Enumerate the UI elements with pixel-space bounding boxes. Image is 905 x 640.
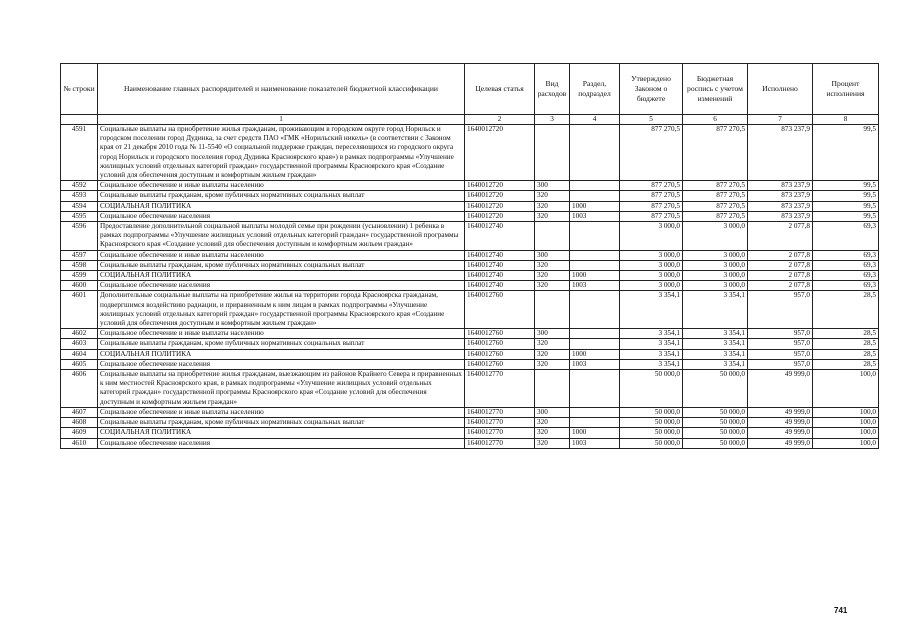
row-number: 4610 [61, 438, 98, 448]
row-number: 4596 [61, 222, 98, 251]
approved-amount: 3 000,0 [620, 250, 683, 260]
row-number: 4594 [61, 201, 98, 211]
expense-type: 320 [535, 191, 570, 201]
budget-list-amount: 3 000,0 [683, 222, 748, 251]
target-article: 1640012720 [465, 201, 535, 211]
section [570, 250, 620, 260]
table-row [61, 222, 879, 251]
approved-amount: 877 270,5 [620, 201, 683, 211]
target-article: 1640012770 [465, 370, 535, 408]
section [570, 191, 620, 201]
execution-percent: 69,3 [813, 250, 879, 260]
col-header-target-article: Целевая статья [465, 64, 535, 115]
budget-list-amount: 877 270,5 [683, 181, 748, 191]
row-name: Социальное обеспечение населения [98, 359, 465, 369]
table-row [61, 359, 879, 369]
target-article: 1640012760 [465, 329, 535, 339]
execution-percent: 99,5 [813, 125, 879, 181]
budget-list-amount: 877 270,5 [683, 201, 748, 211]
execution-percent: 100,0 [813, 418, 879, 428]
budget-list-amount: 877 270,5 [683, 211, 748, 221]
executed-amount: 2 077,8 [748, 250, 813, 260]
section [570, 222, 620, 251]
budget-list-amount: 50 000,0 [683, 407, 748, 417]
executed-amount: 49 999,0 [748, 407, 813, 417]
table-row [61, 181, 879, 191]
col-number: 4 [570, 115, 620, 125]
target-article: 1640012760 [465, 339, 535, 349]
executed-amount: 49 999,0 [748, 438, 813, 448]
expense-type: 320 [535, 201, 570, 211]
table-row [61, 201, 879, 211]
expense-type: 300 [535, 250, 570, 260]
budget-list-amount: 3 000,0 [683, 281, 748, 291]
budget-list-amount: 3 354,1 [683, 291, 748, 329]
approved-amount: 50 000,0 [620, 407, 683, 417]
col-header-row-number: № строки [61, 64, 98, 115]
col-header-executed: Исполнено [748, 64, 813, 115]
budget-list-amount: 50 000,0 [683, 370, 748, 408]
col-number: 2 [465, 115, 535, 125]
approved-amount: 50 000,0 [620, 370, 683, 408]
executed-amount: 49 999,0 [748, 428, 813, 438]
approved-amount: 3 000,0 [620, 281, 683, 291]
approved-amount: 3 000,0 [620, 260, 683, 270]
table-row [61, 428, 879, 438]
execution-percent: 69,3 [813, 271, 879, 281]
row-name: Социальное обеспечение и иные выплаты населению [98, 181, 465, 191]
row-name: Социальное обеспечение населения [98, 211, 465, 221]
executed-amount: 957,0 [748, 339, 813, 349]
col-header-expense-type: Вид расходов [535, 64, 570, 115]
section [570, 339, 620, 349]
executed-amount: 957,0 [748, 349, 813, 359]
approved-amount: 3 354,1 [620, 291, 683, 329]
target-article: 1640012760 [465, 349, 535, 359]
budget-list-amount: 877 270,5 [683, 125, 748, 181]
section: 1000 [570, 271, 620, 281]
execution-percent: 28,5 [813, 329, 879, 339]
target-article: 1640012740 [465, 222, 535, 251]
approved-amount: 877 270,5 [620, 191, 683, 201]
table-row [61, 370, 879, 408]
execution-percent: 69,3 [813, 260, 879, 270]
section [570, 181, 620, 191]
row-name: СОЦИАЛЬНАЯ ПОЛИТИКА [98, 201, 465, 211]
approved-amount: 877 270,5 [620, 181, 683, 191]
section: 1000 [570, 201, 620, 211]
approved-amount: 877 270,5 [620, 211, 683, 221]
execution-percent: 69,3 [813, 281, 879, 291]
target-article: 1640012770 [465, 438, 535, 448]
executed-amount: 957,0 [748, 329, 813, 339]
budget-list-amount: 50 000,0 [683, 438, 748, 448]
executed-amount: 873 237,9 [748, 181, 813, 191]
table-row [61, 250, 879, 260]
row-number: 4607 [61, 407, 98, 417]
row-number: 4595 [61, 211, 98, 221]
row-number: 4593 [61, 191, 98, 201]
approved-amount: 3 354,1 [620, 339, 683, 349]
expense-type [535, 125, 570, 181]
expense-type [535, 291, 570, 329]
section [570, 260, 620, 270]
section [570, 291, 620, 329]
row-name: СОЦИАЛЬНАЯ ПОЛИТИКА [98, 271, 465, 281]
row-number: 4609 [61, 428, 98, 438]
table-row [61, 271, 879, 281]
row-name: Социальные выплаты гражданам, кроме публичных нормативных социальных выплат [98, 339, 465, 349]
page-number: 741 [834, 606, 848, 615]
executed-amount: 957,0 [748, 359, 813, 369]
row-number: 4591 [61, 125, 98, 181]
budget-list-amount: 3 354,1 [683, 329, 748, 339]
row-number: 4598 [61, 260, 98, 270]
approved-amount: 50 000,0 [620, 438, 683, 448]
expense-type: 320 [535, 359, 570, 369]
row-number: 4599 [61, 271, 98, 281]
row-name: Социальные выплаты на приобретение жилья гражданам, выезжающим из районов Крайнего Севера и приравненных к ним местностей Красноярского края, в рамках подпрограммы «Улучшение жилищных условий отдельных категорий граждан» государственной программы Красноярского края «Создание условий для обеспечения доступным и комфортным жильем граждан» [98, 370, 465, 408]
budget-list-amount: 877 270,5 [683, 191, 748, 201]
budget-list-amount: 3 000,0 [683, 250, 748, 260]
table-row [61, 438, 879, 448]
table-row [61, 281, 879, 291]
execution-percent: 28,5 [813, 349, 879, 359]
expense-type: 320 [535, 260, 570, 270]
column-number-row [61, 115, 879, 125]
executed-amount: 2 077,8 [748, 281, 813, 291]
row-name: Социальное обеспечение и иные выплаты населению [98, 250, 465, 260]
section [570, 370, 620, 408]
row-name: Социальные выплаты гражданам, кроме публичных нормативных социальных выплат [98, 260, 465, 270]
executed-amount: 873 237,9 [748, 191, 813, 201]
row-name: СОЦИАЛЬНАЯ ПОЛИТИКА [98, 428, 465, 438]
row-name: Социальные выплаты гражданам, кроме публичных нормативных социальных выплат [98, 418, 465, 428]
section: 1000 [570, 349, 620, 359]
row-name: Социальные выплаты гражданам, кроме публичных нормативных социальных выплат [98, 191, 465, 201]
budget-list-amount: 50 000,0 [683, 418, 748, 428]
executed-amount: 2 077,8 [748, 260, 813, 270]
execution-percent: 100,0 [813, 438, 879, 448]
execution-percent: 28,5 [813, 291, 879, 329]
target-article: 1640012770 [465, 418, 535, 428]
table-row [61, 418, 879, 428]
section [570, 125, 620, 181]
approved-amount: 3 354,1 [620, 359, 683, 369]
row-number: 4608 [61, 418, 98, 428]
target-article: 1640012740 [465, 260, 535, 270]
executed-amount: 873 237,9 [748, 211, 813, 221]
table-row [61, 407, 879, 417]
budget-list-amount: 3 354,1 [683, 359, 748, 369]
col-number: 1 [98, 115, 465, 125]
target-article: 1640012740 [465, 271, 535, 281]
approved-amount: 3 354,1 [620, 349, 683, 359]
row-name: Предоставление дополнительной социальной выплаты молодой семье при рождении (усыновлении) 1 ребенка в рамках подпрограммы «Улучшение жилищных условий отдельных категорий граждан» государственной программы Красноярского края «Создание условий для обеспечения доступным и комфортным жильем граждан» [98, 222, 465, 251]
expense-type [535, 222, 570, 251]
budget-list-amount: 3 000,0 [683, 271, 748, 281]
target-article: 1640012720 [465, 211, 535, 221]
expense-type: 320 [535, 418, 570, 428]
row-number: 4604 [61, 349, 98, 359]
target-article: 1640012770 [465, 407, 535, 417]
row-number: 4601 [61, 291, 98, 329]
execution-percent: 100,0 [813, 370, 879, 408]
col-header-section: Раздел, подраздел [570, 64, 620, 115]
expense-type: 300 [535, 181, 570, 191]
section [570, 418, 620, 428]
col-number: 5 [620, 115, 683, 125]
target-article: 1640012740 [465, 281, 535, 291]
target-article: 1640012770 [465, 428, 535, 438]
execution-percent: 69,3 [813, 222, 879, 251]
executed-amount: 957,0 [748, 291, 813, 329]
header-row [61, 64, 879, 115]
col-number: 7 [748, 115, 813, 125]
expense-type: 320 [535, 211, 570, 221]
approved-amount: 3 000,0 [620, 271, 683, 281]
col-header-approved: Утверждено Законом о бюджете [620, 64, 683, 115]
row-name: Социальное обеспечение и иные выплаты населению [98, 329, 465, 339]
col-header-name: Наименование главных распорядителей и наименование показателей бюджетной классификации [98, 64, 465, 115]
section [570, 407, 620, 417]
col-number [61, 115, 98, 125]
budget-list-amount: 3 354,1 [683, 349, 748, 359]
execution-percent: 99,5 [813, 211, 879, 221]
target-article: 1640012720 [465, 191, 535, 201]
col-number: 6 [683, 115, 748, 125]
executed-amount: 49 999,0 [748, 418, 813, 428]
row-number: 4600 [61, 281, 98, 291]
budget-table [60, 63, 879, 449]
row-name: Социальные выплаты на приобретение жилья гражданам, проживающим в городском округе город Норильск и городском поселении город Дудинка, за счет средств ПАО «ГМК «Норильский никель» (в соответствии с Законом края от 21 декабря 2010 года № 11-5540 «О социальной поддержке граждан, переселяющихся из городского округа город Норильск и городского поселения город Дудинка Красноярского края») в рамках подпрограммы «Улучшение жилищных условий отдельных категорий граждан» государственной программы Красноярского края «Создание условий для обеспечения доступным и комфортным жильем граждан» [98, 125, 465, 181]
row-number: 4597 [61, 250, 98, 260]
expense-type [535, 370, 570, 408]
expense-type: 320 [535, 281, 570, 291]
execution-percent: 100,0 [813, 428, 879, 438]
row-name: СОЦИАЛЬНАЯ ПОЛИТИКА [98, 349, 465, 359]
executed-amount: 873 237,9 [748, 201, 813, 211]
col-number: 3 [535, 115, 570, 125]
target-article: 1640012760 [465, 291, 535, 329]
executed-amount: 49 999,0 [748, 370, 813, 408]
row-name: Социальное обеспечение и иные выплаты населению [98, 407, 465, 417]
budget-list-amount: 3 354,1 [683, 339, 748, 349]
expense-type: 320 [535, 438, 570, 448]
section: 1003 [570, 438, 620, 448]
table-row [61, 339, 879, 349]
target-article: 1640012760 [465, 359, 535, 369]
table-row [61, 125, 879, 181]
table-row [61, 329, 879, 339]
section: 1003 [570, 281, 620, 291]
col-header-percent: Процент исполнения [813, 64, 879, 115]
row-name: Социальное обеспечение населения [98, 281, 465, 291]
row-number: 4603 [61, 339, 98, 349]
executed-amount: 2 077,8 [748, 222, 813, 251]
expense-type: 300 [535, 407, 570, 417]
col-number: 8 [813, 115, 879, 125]
approved-amount: 3 354,1 [620, 329, 683, 339]
execution-percent: 100,0 [813, 407, 879, 417]
execution-percent: 99,5 [813, 201, 879, 211]
table-row [61, 260, 879, 270]
expense-type: 320 [535, 271, 570, 281]
section: 1000 [570, 428, 620, 438]
expense-type: 300 [535, 329, 570, 339]
executed-amount: 873 237,9 [748, 125, 813, 181]
row-name: Дополнительные социальные выплаты на приобретение жилья на территории города Красноярска гражданам, подвергшимся воздействию радиации, и приравненным к ним лицам в рамках подпрограммы «Улучшение жилищных условий отдельных категорий граждан» государственной программы Красноярского края «Создание условий для обеспечения доступным и комфортным жильем граждан» [98, 291, 465, 329]
approved-amount: 877 270,5 [620, 125, 683, 181]
execution-percent: 99,5 [813, 191, 879, 201]
target-article: 1640012720 [465, 125, 535, 181]
table-row [61, 191, 879, 201]
execution-percent: 28,5 [813, 339, 879, 349]
section [570, 329, 620, 339]
expense-type: 320 [535, 349, 570, 359]
col-header-budget-list: Бюджетная роспись с учетом изменений [683, 64, 748, 115]
target-article: 1640012740 [465, 250, 535, 260]
approved-amount: 50 000,0 [620, 418, 683, 428]
execution-percent: 28,5 [813, 359, 879, 369]
row-name: Социальное обеспечение населения [98, 438, 465, 448]
row-number: 4592 [61, 181, 98, 191]
budget-list-amount: 50 000,0 [683, 428, 748, 438]
table-row [61, 291, 879, 329]
budget-list-amount: 3 000,0 [683, 260, 748, 270]
executed-amount: 2 077,8 [748, 271, 813, 281]
expense-type: 320 [535, 339, 570, 349]
row-number: 4602 [61, 329, 98, 339]
table-row [61, 211, 879, 221]
target-article: 1640012720 [465, 181, 535, 191]
expense-type: 320 [535, 428, 570, 438]
row-number: 4605 [61, 359, 98, 369]
section: 1003 [570, 359, 620, 369]
approved-amount: 3 000,0 [620, 222, 683, 251]
execution-percent: 99,5 [813, 181, 879, 191]
approved-amount: 50 000,0 [620, 428, 683, 438]
table-row [61, 349, 879, 359]
row-number: 4606 [61, 370, 98, 408]
section: 1003 [570, 211, 620, 221]
